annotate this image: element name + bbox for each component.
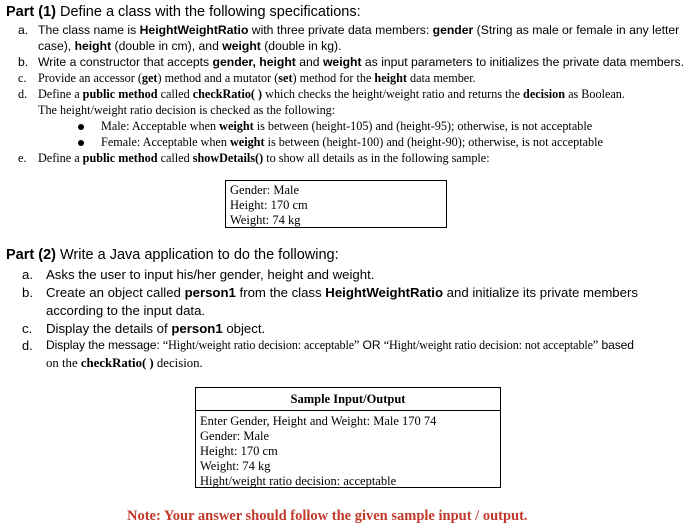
bold-run: gender, height (212, 55, 296, 69)
text-run: Female: Acceptable when (101, 135, 230, 149)
p2-item-a-line1 (46, 266, 374, 283)
p1-item-d-line2 (38, 102, 335, 118)
text-run: as input parameters to initializes the private data members. (361, 55, 684, 69)
text-run: Male: Acceptable when (101, 119, 220, 133)
text-run: data member. (406, 71, 476, 85)
text-run: “Hight/weight ratio decision: not acceptable” (383, 338, 599, 352)
text-run: is between (height-100) and (height-90); otherwise, is not acceptable (264, 135, 603, 149)
p2-item-b-marker: b. (22, 285, 33, 300)
bold-run: weight (219, 119, 254, 133)
p1-item-e-line1 (38, 150, 490, 166)
p2-item-b-line2 (46, 302, 205, 319)
sample-io-weight: Weight: 74 kg (200, 459, 271, 473)
text-run: case), (38, 39, 75, 53)
sample-details-box (225, 180, 447, 228)
p2-item-b-line1 (46, 284, 638, 301)
sample-gender: Gender: Male (230, 183, 300, 197)
part2-title: Write a Java application to do the following: (60, 247, 339, 263)
text-run: according to the input data. (46, 303, 206, 318)
p2-item-c-marker: c. (22, 321, 33, 336)
text-run: is between (height-105) and (height-95); otherwise, is not acceptable (253, 119, 593, 133)
sample-io-title: Sample Input/Output (196, 388, 500, 411)
p1-item-a-line2 (38, 38, 341, 54)
text-run: Provide an accessor ( (38, 71, 142, 85)
bold-run: person1 (171, 321, 223, 336)
text-run: The class name is (38, 23, 140, 37)
bullet-female (78, 134, 603, 150)
text-run: OR (359, 338, 384, 352)
text-run: from the class (235, 285, 326, 300)
part1-label: Part (1) (6, 4, 56, 20)
p2-item-d-line1 (46, 337, 634, 354)
p1-item-e-marker: e. (18, 151, 27, 165)
text-run: which checks the height/weight ratio and returns the (262, 87, 524, 101)
part1-title: Define a class with the following specifications: (60, 4, 361, 20)
p1-item-b-marker: b. (18, 55, 29, 69)
sample-height: Height: 170 cm (230, 198, 308, 212)
sample-io-decision: Hight/weight ratio decision: acceptable (200, 474, 397, 488)
text-run: (String as male or female in any letter (473, 23, 680, 37)
bullet-dot-icon (78, 140, 84, 146)
bold-run: person1 (184, 285, 236, 300)
bold-run: weight (322, 55, 362, 69)
part2-label: Part (2) (6, 247, 56, 263)
bold-run: checkRatio( ) (80, 356, 154, 370)
text-run: based (598, 338, 634, 352)
p1-item-c-marker: c. (18, 71, 27, 85)
bullet-male (78, 118, 592, 134)
p1-item-b-line1 (38, 54, 684, 70)
bold-run: public method (82, 87, 158, 101)
text-run: “Hight/weight ratio decision: acceptable” (162, 338, 360, 352)
text-run: ) method for the (292, 71, 375, 85)
p2-item-a-marker: a. (22, 267, 33, 282)
bold-run: gender (432, 23, 474, 37)
bold-run: weight (222, 39, 261, 53)
p2-item-d-marker: d. (22, 338, 33, 353)
bold-run: HeightWeightRatio (325, 285, 443, 300)
bold-run: decision (523, 87, 566, 101)
text-run: to show all details as in the following sample: (263, 151, 490, 165)
bullet-dot-icon (78, 124, 84, 130)
sample-weight: Weight: 74 kg (230, 213, 301, 227)
p1-item-d-marker: d. (18, 87, 28, 101)
p1-item-c-line1 (38, 70, 476, 86)
text-run: with three private data members: (248, 23, 433, 37)
bold-run: showDetails() (192, 151, 264, 165)
text-run: Display the message: (46, 338, 163, 352)
text-run: decision. (153, 356, 203, 370)
text-run: (double in kg). (260, 39, 342, 53)
answer-note: Note: Your answer should follow the given sample input / output. (127, 508, 528, 524)
part2-heading (6, 246, 339, 264)
text-run: Define a (38, 87, 83, 101)
bold-run: set (278, 71, 293, 85)
part1-heading (6, 3, 361, 21)
bold-run: checkRatio( ) (192, 87, 263, 101)
text-run: ) method and a mutator ( (157, 71, 279, 85)
text-run: as Boolean. (565, 87, 625, 101)
p2-item-c-line1 (46, 320, 265, 337)
text-run: Write a constructor that accepts (38, 55, 213, 69)
bold-run: height (74, 39, 112, 53)
p1-item-a-marker: a. (18, 23, 29, 37)
text-run: on the (46, 356, 81, 370)
text-run: and (295, 55, 323, 69)
bullet-male-text (101, 119, 592, 133)
text-run: Asks the user to input his/her gender, height and weight. (46, 267, 375, 282)
p1-item-d-line1 (38, 86, 625, 102)
text-run: called (157, 87, 193, 101)
sample-io-height: Height: 170 cm (200, 444, 278, 458)
bold-run: public method (82, 151, 158, 165)
bold-run: HeightWeightRatio (139, 23, 249, 37)
bold-run: weight (229, 135, 265, 149)
text-run: and initialize its private members (443, 285, 638, 300)
text-run: Display the details of (46, 321, 172, 336)
sample-io-prompt: Enter Gender, Height and Weight: Male 170 74 (200, 414, 437, 428)
text-run: (double in cm), and (111, 39, 223, 53)
p1-item-a-line1 (38, 22, 679, 38)
sample-io-box (195, 387, 501, 488)
p2-item-d-line2 (46, 354, 203, 372)
sample-io-gender: Gender: Male (200, 429, 270, 443)
text-run: Define a (38, 151, 83, 165)
text-run: object. (222, 321, 266, 336)
bullet-female-text (101, 135, 603, 149)
bold-run: height (374, 71, 407, 85)
text-run: called (157, 151, 193, 165)
text-run: Create an object called (46, 285, 185, 300)
text-run: The height/weight ratio decision is checked as the following: (38, 103, 336, 117)
bold-run: get (141, 71, 158, 85)
